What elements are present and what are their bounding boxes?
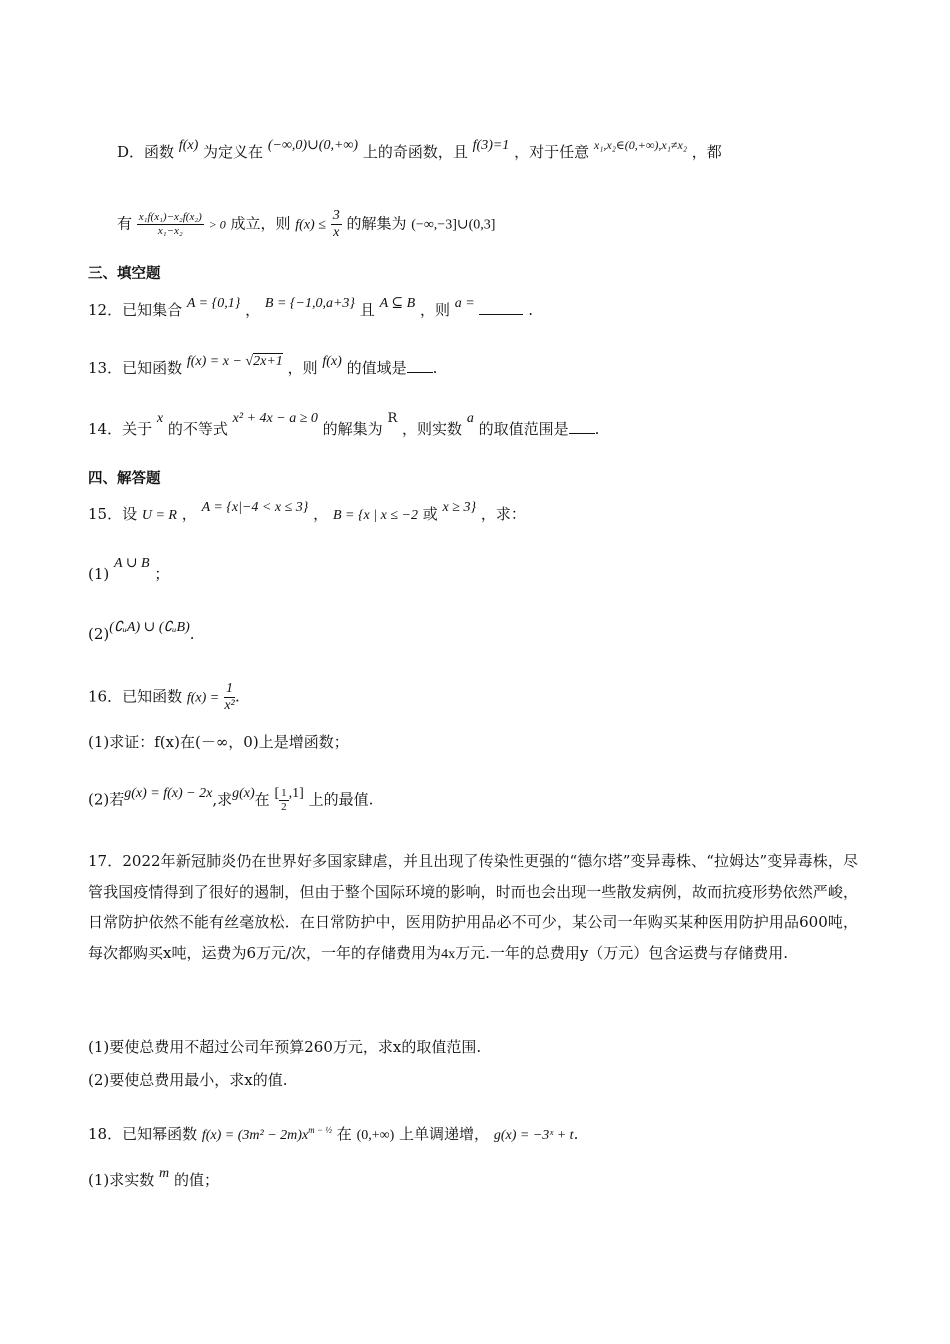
q14-text1: 14．关于: [88, 420, 153, 438]
q14-text6: .: [594, 420, 600, 438]
q15-part-2: [88, 622, 195, 648]
q14-text3: 的解集为: [322, 420, 383, 438]
q16-p2-text3: 在: [254, 790, 270, 809]
item-d-frac-den: x₁−x₂: [157, 225, 183, 237]
q16-den: x²: [224, 698, 235, 713]
q16-text1: 16．已知函数: [88, 687, 183, 706]
q12-set-b: B = {−1,0,a+3}: [264, 296, 355, 311]
q15-universe: U = R: [141, 508, 177, 523]
q18-p1-m: m: [159, 1166, 170, 1181]
question-16: [88, 681, 240, 714]
q16-int-den: 2: [281, 801, 287, 813]
question-15: [88, 502, 526, 528]
item-d-line1: [117, 140, 722, 166]
item-d-text5: 有: [117, 214, 133, 233]
q15-p2-label: (2): [88, 625, 110, 643]
q15-p1-expr: A ∪ B: [114, 556, 150, 571]
item-d-text6: 成立，则: [230, 214, 291, 233]
q15-text1: 15．设: [88, 505, 138, 523]
q13-fx: f(x) = x −: [186, 354, 246, 369]
q15-p1-label: (1): [88, 565, 110, 583]
q15-p1-end: ；: [154, 565, 170, 583]
q16-text2: .: [235, 687, 240, 706]
q15-p2-end: .: [189, 625, 195, 643]
q16-part-1: (1)求证：f(x)在(－∞，0)上是增函数；: [88, 733, 349, 751]
q13-answer-blank[interactable]: [407, 358, 433, 373]
item-d-line2: [117, 208, 495, 241]
item-d-ineq-num: 3: [332, 208, 340, 223]
q13-text1: 13．已知函数: [88, 359, 183, 377]
q12-answer-blank[interactable]: [479, 300, 523, 315]
q16-interval-open-icon: [: [274, 785, 280, 801]
item-d-answer: (−∞,−3]∪(0,3]: [411, 217, 496, 233]
question-13: [88, 356, 437, 382]
q12-text4: ，则: [419, 301, 450, 319]
q13-text3: 的值域是: [346, 359, 407, 377]
item-d-text4: ，都: [691, 143, 722, 161]
item-d-text1: 为定义在: [203, 143, 264, 161]
question-14: [88, 411, 600, 443]
item-d-text2: 上的奇函数，且: [362, 143, 468, 161]
q16-p2-g2: g(x): [232, 785, 255, 801]
q16-fx: f(x) =: [186, 690, 220, 706]
q15-text5: ，求：: [480, 505, 526, 523]
item-d-ineq-fx: f(x) ≤: [295, 217, 326, 233]
q14-inequality: x² + 4x − a ≥ 0: [232, 411, 318, 426]
q15-text4: 或: [422, 505, 438, 523]
q15-set-b2: x ≥ 3}: [442, 500, 477, 515]
q12-text3: 且: [359, 301, 375, 319]
item-d-fraction: [137, 211, 204, 238]
item-d-fx: f(x): [178, 138, 199, 153]
q18-g: g(x) = −3ˣ + t: [493, 1128, 574, 1143]
item-d-ineq-frac: [331, 208, 342, 241]
q18-text4: .: [573, 1125, 579, 1143]
q18-part-1: [88, 1168, 219, 1194]
q15-text3: ，: [313, 505, 329, 523]
q12-set-a: A = {0,1}: [186, 296, 241, 311]
q14-text2: 的不等式: [167, 420, 228, 438]
q13-sqrt-icon: √: [245, 354, 254, 369]
item-d-text7: 的解集为: [346, 214, 407, 233]
q13-text4: .: [432, 359, 438, 377]
item-d-domain: (−∞,0)∪(0,+∞): [267, 138, 359, 153]
q13-fx2: f(x): [322, 354, 342, 369]
q14-r: R: [387, 411, 398, 426]
q18-text3: 上单调递增，: [399, 1125, 490, 1143]
q16-p2-text4: 上的最值.: [308, 790, 374, 809]
q12-text5: .: [528, 301, 534, 319]
item-d-ineq-den: x: [333, 225, 340, 240]
q16-int-num: 1: [281, 787, 287, 799]
q15-p2-expr: (∁ᵤA) ∪ (∁ᵤB): [109, 620, 190, 635]
q15-text2: ，: [181, 505, 197, 523]
q17-body-4x: 4x: [441, 946, 456, 962]
q17-body-2: 万元.一年的总费用y（万元）包含运费与存储费用.: [455, 943, 789, 962]
q12-text1: 12．已知集合: [88, 301, 183, 319]
q16-num: 1: [226, 681, 234, 696]
item-d-condition: x₁,x₂∈(0,+∞),x₁≠x₂: [593, 138, 687, 152]
q15-set-b: B = {x | x ≤ −2: [332, 508, 418, 523]
q17-body-1: 17．2022年新冠肺炎仍在世界好多国家肆虐，并且出现了传染性更强的“德尔塔”变异毒株、“拉姆达”变异毒株，尽管我国疫情得到了很好的遏制，但由于整个国际环境的影响，时而也会出现一些散发病例，故而抗疫形势依然严峻，日常防护依然不能有丝毫放松．在日常防护中，医用防护用品必不可少，某公司一年购买某种医用防护用品600吨，每次都购买x吨，运费为6万元/次，一年的存储费用为: [88, 852, 858, 962]
q15-set-a: A = {x|−4 < x ≤ 3}: [201, 500, 309, 515]
q15-part-1: [88, 556, 170, 588]
q16-p2-g: g(x) = f(x) − 2x: [124, 785, 213, 801]
q12-a: a =: [454, 296, 475, 311]
q16-p2-text2: ,求: [212, 790, 233, 809]
q18-p1-text2: 的值；: [173, 1171, 219, 1189]
section-3-title: 三、填空题: [88, 266, 161, 282]
q14-x: x: [156, 411, 164, 426]
q14-text4: ，则实数: [402, 420, 463, 438]
question-12: [88, 298, 533, 324]
question-18: [88, 1118, 578, 1148]
q13-text2: ，则: [287, 359, 318, 377]
item-d-label: D．函数: [117, 143, 175, 161]
q16-p2-text1: (2)若: [88, 790, 125, 809]
q18-text1: 18．已知幂函数: [88, 1125, 198, 1143]
q18-p1-text1: (1)求实数: [88, 1171, 155, 1189]
q14-answer-blank[interactable]: [569, 419, 595, 434]
item-d-f3: f(3)=1: [472, 138, 510, 153]
q16-part-2: [88, 787, 373, 814]
question-17: [88, 846, 858, 970]
q12-subset: A ⊆ B: [379, 296, 416, 311]
q12-text2: ，: [245, 301, 261, 319]
q18-fx: f(x) = (3m² − 2m)x: [201, 1128, 309, 1143]
q16-int-end: ,1: [288, 785, 300, 801]
q18-interval: (0,+∞): [356, 1128, 395, 1143]
q16-interval-frac: [279, 787, 289, 814]
q17-part-2: (2)要使总费用最小，求x的值.: [88, 1071, 288, 1089]
q18-exponent: m − ½: [308, 1125, 332, 1135]
item-d-frac-num: x₁f(x₁)−x₂f(x₂): [138, 211, 202, 223]
item-d-text3: ，对于任意: [514, 143, 590, 161]
q16-fraction: [224, 681, 235, 714]
section-4-title: 四、解答题: [88, 471, 161, 487]
item-d-gt0: > 0: [208, 217, 226, 232]
q14-text5: 的取值范围是: [478, 420, 569, 438]
q16-interval-close-icon: ]: [299, 785, 304, 801]
q13-sqrt: 2x+1: [253, 354, 283, 369]
q18-text2: 在: [336, 1125, 352, 1143]
q17-part-1: (1)要使总费用不超过公司年预算260万元，求x的取值范围.: [88, 1038, 482, 1056]
q14-a: a: [466, 411, 474, 426]
